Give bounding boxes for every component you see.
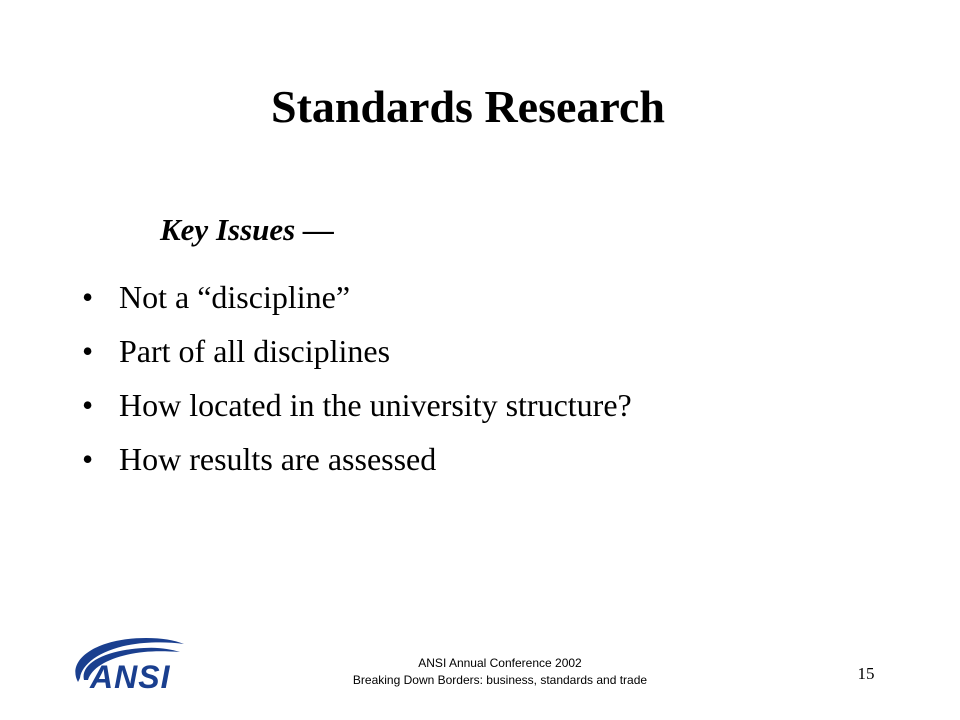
bullet-dot-icon: • bbox=[82, 279, 94, 315]
bullet-text-4: How results are assessed bbox=[119, 441, 437, 477]
bullet-text-3: How located in the university structure? bbox=[119, 387, 632, 423]
bullet-text-2: Part of all disciplines bbox=[119, 333, 391, 369]
bullet-item-4 bbox=[82, 437, 632, 491]
bullet-dot-icon: • bbox=[82, 441, 94, 477]
bullet-item-3 bbox=[82, 383, 632, 437]
bullet-dot-icon: • bbox=[82, 333, 94, 369]
key-issues-subheading: Key Issues — bbox=[160, 212, 334, 247]
page-number: 15 bbox=[857, 664, 875, 683]
footer-tagline: Breaking Down Borders: business, standards and trade bbox=[352, 673, 648, 687]
footer-conference: ANSI Annual Conference 2002 bbox=[418, 656, 582, 670]
ansi-logo-icon bbox=[66, 630, 188, 694]
footer bbox=[300, 655, 700, 689]
logo-text: ANSI bbox=[90, 659, 171, 694]
bullet-list bbox=[82, 275, 632, 491]
bullet-dot-icon: • bbox=[82, 387, 94, 423]
bullet-text-1: Not a “discipline” bbox=[119, 279, 351, 315]
bullet-item-2 bbox=[82, 329, 632, 383]
slide-title: Standards Research bbox=[270, 81, 665, 132]
bullet-item-1 bbox=[82, 275, 632, 329]
